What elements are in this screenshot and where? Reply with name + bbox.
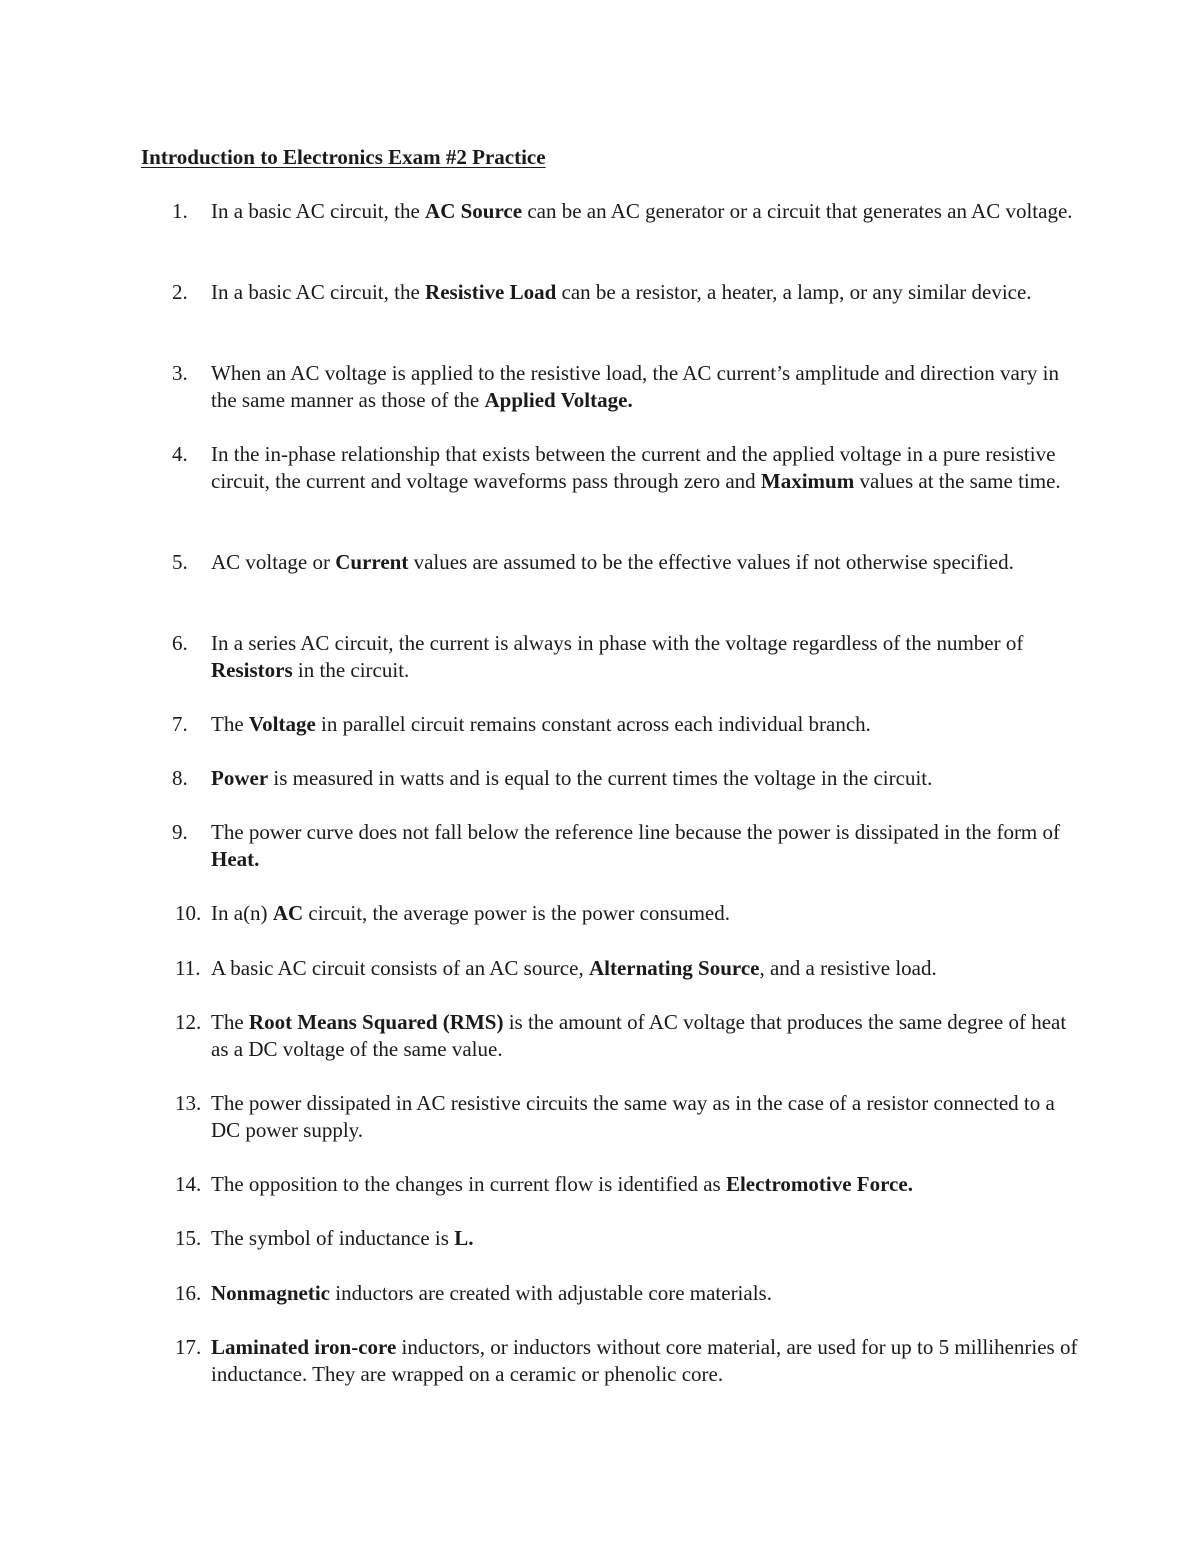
question-text	[211, 1090, 1081, 1144]
question-text-segment: The symbol of inductance is	[211, 1226, 455, 1250]
question-number: 17.	[175, 1335, 202, 1359]
question-text-segment: In the in-phase relationship that exists between the current and the applied voltage in a pure resistive circuit, the current and voltage waveforms pass through zero and	[211, 442, 1056, 493]
answer-term: Electromotive Force.	[725, 1172, 913, 1196]
question-number: 2.	[172, 280, 188, 304]
answer-term: AC	[272, 901, 304, 925]
question-number: 12.	[175, 1010, 202, 1034]
document-title: Introduction to Electronics Exam #2 Practice	[141, 145, 546, 169]
question-text-segment: A basic AC circuit consists of an AC source,	[211, 956, 589, 980]
question-number: 3.	[172, 361, 188, 385]
question-text-segment: inductors are created with adjustable core materials.	[330, 1281, 772, 1305]
question-text	[211, 711, 1081, 738]
question-text-segment: values at the same time.	[854, 469, 1061, 493]
question-text-segment: inductors, or inductors without core material, are used for up to 5 millihenries of inductance. They are wrapped on a ceramic or phenolic core.	[211, 1335, 1078, 1386]
answer-term: L.	[454, 1226, 474, 1250]
answer-term: Root Means Squared (RMS)	[248, 1010, 504, 1034]
answer-term: Resistive Load	[425, 280, 557, 304]
answer-term: Applied Voltage.	[484, 388, 633, 412]
question-number: 13.	[175, 1091, 202, 1115]
answer-term: AC Source	[425, 199, 523, 223]
question-number: 16.	[175, 1281, 202, 1305]
question-number: 5.	[172, 550, 188, 574]
question-text	[211, 955, 1081, 982]
question-number: 1.	[172, 199, 188, 223]
question-text-segment: The power curve does not fall below the reference line because the power is dissipated in the form of	[211, 820, 1061, 844]
question-text-segment: The	[211, 1010, 249, 1034]
question-text-segment: can be an AC generator or a circuit that generates an AC voltage.	[522, 199, 1073, 223]
answer-term: Current	[335, 550, 409, 574]
question-text-segment: is the amount of AC voltage that produces the same degree of heat as a DC voltage of the same value.	[211, 1010, 1067, 1061]
answer-term: Maximum	[760, 469, 855, 493]
question-text	[211, 360, 1081, 414]
question-number: 11.	[175, 956, 201, 980]
answer-term: Nonmagnetic	[211, 1281, 330, 1305]
question-text-segment: AC voltage or	[211, 550, 336, 574]
question-text-segment: circuit, the average power is the power consumed.	[303, 901, 730, 925]
question-number: 8.	[172, 766, 188, 790]
question-text-segment: In a(n)	[211, 901, 273, 925]
question-number: 4.	[172, 442, 188, 466]
question-text	[211, 198, 1081, 225]
question-text	[211, 1280, 1081, 1307]
question-text	[211, 279, 1081, 306]
question-text-segment: in parallel circuit remains constant across each individual branch.	[315, 712, 871, 736]
answer-term: Resistors	[211, 658, 293, 682]
question-text	[211, 1171, 1081, 1198]
question-text-segment: The opposition to the changes in current flow is identified as	[211, 1172, 726, 1196]
question-text-segment: In a basic AC circuit, the	[211, 199, 426, 223]
question-number: 15.	[175, 1226, 202, 1250]
question-text	[211, 819, 1081, 873]
question-text	[211, 549, 1081, 576]
question-text-segment: In a basic AC circuit, the	[211, 280, 426, 304]
question-number: 14.	[175, 1172, 202, 1196]
question-text-segment: in the circuit.	[292, 658, 410, 682]
question-text-segment: When an AC voltage is applied to the resistive load, the AC current’s amplitude and direction vary in the same manner as those of the	[211, 361, 1059, 412]
question-text-segment: is measured in watts and is equal to the current times the voltage in the circuit.	[268, 766, 933, 790]
question-text	[211, 1009, 1081, 1063]
question-text-segment: , and a resistive load.	[759, 956, 937, 980]
question-text-segment: can be a resistor, a heater, a lamp, or any similar device.	[556, 280, 1032, 304]
question-number: 9.	[172, 820, 188, 844]
answer-term: Laminated iron-core	[211, 1335, 397, 1359]
answer-term: Alternating Source	[588, 956, 760, 980]
question-text	[211, 765, 1081, 792]
question-text-segment: values are assumed to be the effective values if not otherwise specified.	[408, 550, 1014, 574]
question-text-segment: The	[211, 712, 249, 736]
question-text	[211, 441, 1081, 495]
answer-term: Heat.	[211, 847, 260, 871]
question-number: 10.	[175, 901, 202, 925]
question-text-segment: The power dissipated in AC resistive circuits the same way as in the case of a resistor connected to a DC power supply.	[211, 1091, 1055, 1142]
question-number: 6.	[172, 631, 188, 655]
question-text	[211, 630, 1081, 684]
question-text	[211, 1225, 1081, 1252]
question-text	[211, 1334, 1081, 1388]
question-number: 7.	[172, 712, 188, 736]
answer-term: Power	[211, 766, 269, 790]
question-text-segment: In a series AC circuit, the current is always in phase with the voltage regardless of the number of	[211, 631, 1024, 655]
question-text	[211, 900, 1081, 927]
answer-term: Voltage	[248, 712, 316, 736]
